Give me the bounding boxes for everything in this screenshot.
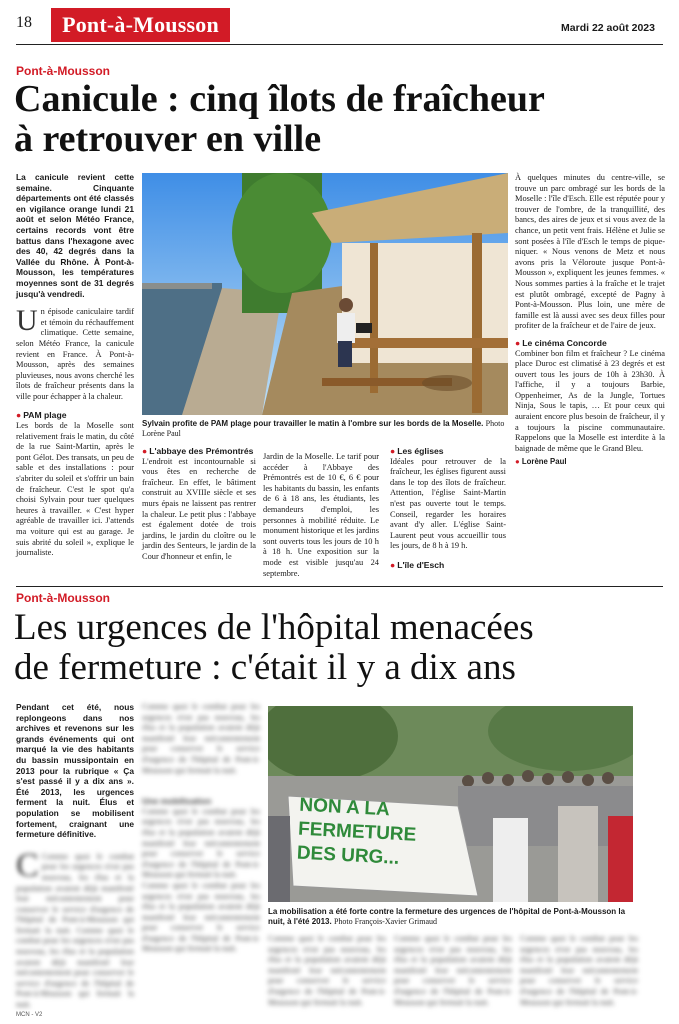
text-ile-esch: À quelques minutes du centre-ville, se trouve un parc ombragé sur les bords de la Moselle : l'île d'Esch. Elle est réputée pour y trouver de l'ombre, de la tranquillité, des bancs, des aires de jeux et si vous avez de la chance, un petit vent frais. Hélène et Julie se sont posées à l'île d'Esch le temps de pique-niquer. « Nous venons de Metz et nous avons pris la Véloroute jusque Pont-à-Mousson », expliquent les jeunes femmes. « Nous sommes parties à la fraîche et le trajet est plutôt ombragé, excepté de Pagny à Pont-à-Mousson. Plus loin, une mère de famille est là aussi avec ses deux filles pour profiter de la fraîcheur et de l'aire de jeux. (515, 173, 665, 331)
article1-intro-text: n épisode caniculaire tardif et témoin du réchauffement climatique. Cette semaine, selon Météo France, la canicule revient en France. À Pont-à-Mousson, après des semaines pluvieuses, nous avons cherché les îlots de fraîcheur présents dans la ville pour échapper à la chaleur. (16, 307, 134, 401)
article2-blurred-column-3: Comme quoi le combat pour les urgences n'est pas nouveau, les élus et la population avaient déjà manifesté leur mécontentement pour conserver le service d'urgence de l'hôpital de Pont-à-Mousson qui fermait la nuit. (268, 934, 386, 1007)
article2-blurred-column-4: Comme quoi le combat pour les urgences n'est pas nouveau, les élus et la population avaient déjà manifesté leur mécontentement pour conserver le service d'urgence de l'hôpital de Pont-à-Mousson qui fermait la nuit. (394, 934, 512, 1007)
article2-headline (14, 608, 669, 688)
photo-caption-mobilisation (268, 907, 633, 927)
article1-dropcap: U (16, 304, 38, 338)
article1-column-1 (16, 172, 134, 559)
issue-date: Mardi 22 août 2023 (561, 22, 655, 34)
header-rule (16, 44, 663, 45)
article1-column-4 (390, 446, 506, 571)
subhead-pam-plage: ● PAM plage (16, 410, 67, 421)
subhead-concorde: ● Le cinéma Concorde (515, 337, 607, 348)
article2-kicker: Pont-à-Mousson (16, 591, 110, 605)
text-abbaye: L'endroit est incontournable si vous êtes en recherche de fraîcheur. En effet, le bâtiment construit au XVIIIe siècle et ses murs épais ne laissent pas rentrer la chaleur. Le petit plus : l'abbaye est également dotée de trois jardins, le jardin du cloître ou le jardin des Senteurs, le jardin de la Cour d'honneur et enfin, le (142, 456, 256, 561)
photo-credit-2: Photo François-Xavier Grimaud (333, 917, 438, 926)
footer-code: MCN - V2 (16, 1012, 43, 1018)
photo-credit: Photo Lorène Paul (142, 419, 505, 438)
text-eglises: Idéales pour retrouver de la fraîcheur, les églises figurent aussi dans le top des îlots de fraîcheur. Attention, l'église Saint-Martin n'est pas ouverte tout le temps. Conseil, regarder les horaires avant d'y aller. L'église Saint-Laurent peut vous accueillir tous les jours, de 8 h à 19 h. (390, 456, 506, 551)
section-divider (16, 586, 663, 587)
subhead-eglises: ● Les églises (390, 446, 444, 456)
article2-column-1 (16, 702, 134, 1024)
article2-headline-line2: de fermeture : c'était il y a dix ans (14, 646, 516, 688)
article1-kicker: Pont-à-Mousson (16, 64, 110, 78)
photo-pam-plage (142, 173, 508, 415)
article2-blurred-column-5: Comme quoi le combat pour les urgences n'est pas nouveau, les élus et la population avaient déjà manifesté leur mécontentement pour conserver le service d'urgence de l'hôpital de Pont-à-Mousson qui fermait la nuit. (520, 934, 638, 1007)
page-number: 18 (16, 14, 32, 31)
caption-text: Sylvain profite de PAM plage pour travailler le matin à l'ombre sur les bords de la Moselle. (142, 419, 484, 428)
article1-column-5 (515, 173, 665, 468)
article1-lead: La canicule revient cette semaine. Cinquante départements ont été classés en vigilance orange lundi 21 août et selon Météo France, certains records vont être battus dans l'hexagone avec des 40, 42 degrés dans la Vallée du Rhône. À Pont-à-Mousson, les températures moyennes sont de 31 degrés jusqu'à vendredi. (16, 172, 134, 299)
article2-headline-line1: Les urgences de l'hôpital menacées (14, 607, 534, 648)
article1-intro (16, 304, 134, 402)
article2-blurred-intro: C Comme quoi le combat pour les urgences n'est pas nouveau, les élus et la population avaient déjà manifesté leur mécontentement pour conserver le service d'urgence de l'hôpital de Pont-à-Mousson qui fermait la nuit. Comme quoi le combat pour les urgences n'est pas nouveau, les élus et la population avaient déjà manifesté leur mécontentement pour conserver le service d'urgence de l'hôpital de Pont-à-Mousson qui fermait la nuit. (16, 851, 134, 1010)
article1-column-3 (263, 452, 379, 579)
article2-blurred-column-2: Comme quoi le combat pour les urgences n'est pas nouveau, les élus et la population avaient déjà manifesté leur mécontentement pour conserver le service d'urgence de l'hôpital de Pont-à-Mousson qui fermait la nuit. Une mobilisation Comme quoi le combat pour les urgences n'est pas nouveau, les élus et la population avaient déjà manifesté leur mécontentement pour conserver le service d'urgence de l'hôpital de Pont-à-Mousson qui fermait la nuit. Comme quoi le combat pour les urgences n'est pas nouveau, les élus et la population avaient déjà manifesté leur mécontentement pour conserver le service d'urgence de l'hôpital de Pont-à-Mousson qui fermait la nuit. (142, 702, 260, 954)
subhead-abbaye: ● L'abbaye des Prémontrés (142, 446, 254, 456)
photo-caption-pam (142, 419, 508, 439)
subhead-ile-esch: ● L'île d'Esch (390, 559, 445, 570)
section-brand: Pont-à-Mousson (51, 8, 230, 42)
article1-headline-line2: à retrouver en ville (14, 117, 322, 160)
caption-text-2: La mobilisation a été forte contre la fermeture des urgences de l'hôpital de Pont-à-Mousson la nuit, à l'été 2013. (268, 907, 626, 926)
text-abbaye-cont: Jardin de la Moselle. Le tarif pour accéder à l'Abbaye des Prémontrés est de 10 €, 6 € pour les habitants du bassin, les enfants de 6 à 18 ans, les étudiants, les demandeurs d'emploi, les personnes à mobilité réduite. Le monument historique et les jardins sont ouverts tous les jours de 10 h à 18 h. Une exposition sur la mode est visible jusqu'au 24 septembre. (263, 452, 379, 578)
article1-author: ● Lorène Paul (515, 457, 567, 467)
text-concorde: Combiner bon film et fraîcheur ? Le cinéma place Duroc est climatisé à 23 degrés et est ouvert tous les jours de 10h à 23h30. À l'affiche, il y a toujours Barbie, Oppenheimer, As de la Jungle, Tortues Ninja, Sous le tapis, … Et pour ceux qui auraient encore plus besoin de fraîcheur, il y a toujours la piscine communautaire. Rappelons que la Moselle est interdite à la baignade de même que le Grand Bleu. (515, 348, 665, 453)
article2-lead: Pendant cet été, nous replongeons dans nos archives et revenons sur les grands événements qui ont marqué la vie des habitants du bassin mussipontain en 2013 pour la rubrique « Ça s'est passé il y a dix ans ». Été 2013, les urgences ferment la nuit. Élus et population se mobilisent fortement, craignant une fermeture définitive. (16, 702, 134, 840)
protest-banner-text: NON A LA FERMETURE DES URG... (296, 794, 417, 869)
text-pam-plage: Les bords de la Moselle sont relativement frais le matin, du côté de la rue Saint-Martin, après le pont Gélot. Des transats, un peu de sable et des installations : pour s'abriter du soleil et s'offrir un bain de fraîcheur. C'est le spot qu'a choisi Sylvain pour tuer quelques heures à travailler. « C'est hyper agréable de travailler ici. J'attends ma voiture qui est au garage. Je suis abrité du soleil », explique le journaliste. (16, 421, 134, 558)
article1-headline (14, 80, 664, 160)
article1-headline-line1: Canicule : cinq îlots de fraîcheur (14, 78, 545, 120)
article1-column-2 (142, 446, 256, 563)
photo-mobilisation (268, 706, 633, 902)
